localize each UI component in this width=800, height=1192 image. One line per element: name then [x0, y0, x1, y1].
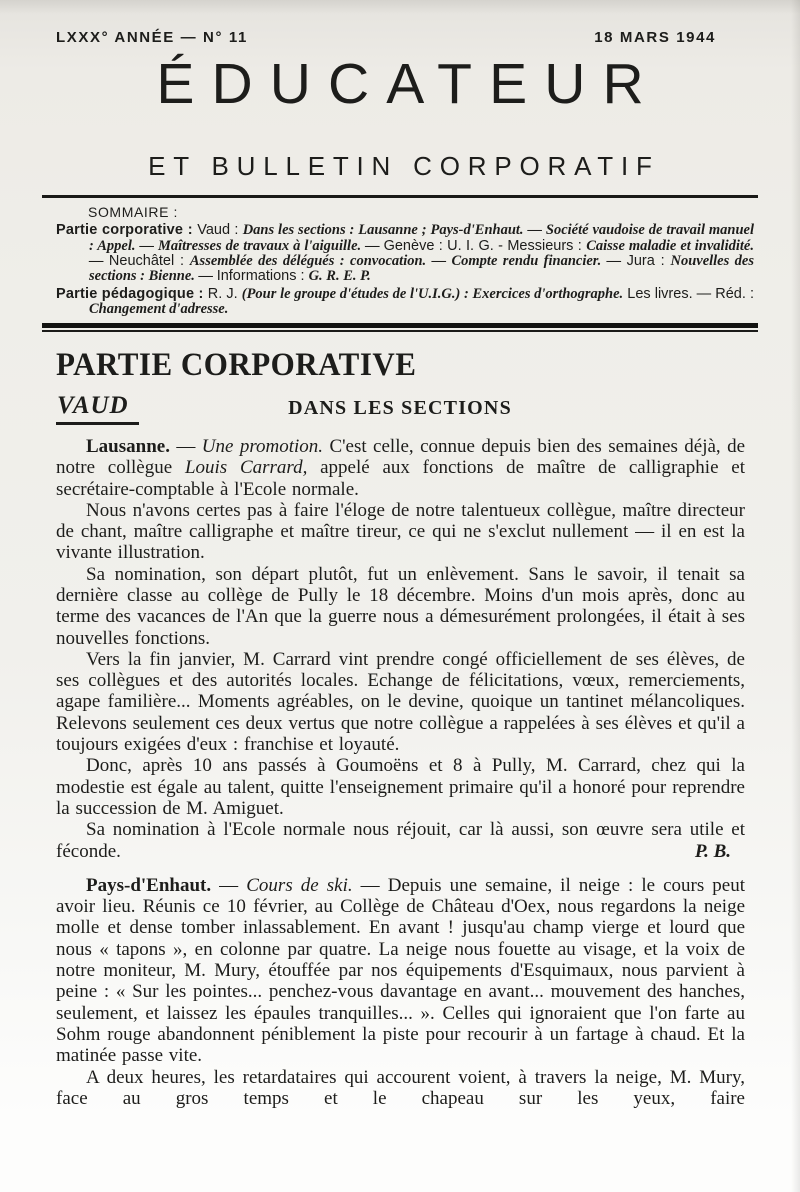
paragraph: Vers la fin janvier, M. Carrard vint prendre congé officiellement de ses élèves, de ses collègues et des autorités locales. Echange de félicitations, vœux, remerciements, agape familière... Moments agréables, on le devine, quoique un tantinet mélancoliques. Relevons seulement ces deux vertus que notre collègue a rappelées à ses élèves et qu'il a toujours exigées d'eux : franchise et loyauté. — [56, 648, 745, 756]
paragraph: A deux heures, les retardataires qui accourent voient, à travers la neige, M. Mury, face au gros temps et le chapeau sur les yeux, faire — [56, 1066, 745, 1109]
signature: P. B. — [694, 840, 731, 862]
paragraph: Pays-d'Enhaut. — Cours de ski. — Depuis une semaine, il neige : le cours peut avoir lieu. Réunis ce 10 février, au Collège de Château d'Oex, nous regardons la neige molle et dense tomber inlassablement. En avant ! jusqu'au champ vierge et lourd que nous « tapons », en colonne par quatre. La neige nous fouette au visage, et la voix de notre moniteur, M. Mury, étouffée par nos équipements d'Esquimaux, nous parvient à peine : « Sur les pointes... penchez-vous davantage en avant... mouvement des hanches, seulement, et laissez les épaules tranquilles... ». Celles qui ignoraient que l'on farte au Sohm rouge abandonnent péniblement la piste pour recourir à un fartage à chaud. Et la matinée passe vite. — [56, 874, 746, 1067]
article-body — [56, 436, 745, 1109]
paragraph: Donc, après 10 ans passés à Goumoëns et 8 à Pully, M. Carrard, chez qui la modestie est égale au talent, quitte l'enseignement primaire qu'il a honoré pour reprendre la succession de M. Amiguet. — [56, 755, 745, 819]
masthead — [0, 0, 800, 182]
article-lausanne — [56, 436, 745, 862]
sommaire-entry-pedagogique: Partie pédagogique : R. J. (Pour le groupe d'études de l'U.I.G.) : Exercices d'orthographe. Les livres. — Réd. : Changement d'adresse. — [56, 286, 754, 318]
sommaire-label: SOMMAIRE : — [88, 204, 179, 221]
partie-corporative-section — [0, 347, 800, 1110]
paragraph: Lausanne. — Une promotion. C'est celle, connue depuis bien des semaines déjà, de notre collègue Louis Carrard, appelé aux fonctions de maître de calligraphie et secrétaire-comptable à l'Ecole normale. — [56, 435, 746, 500]
region-row — [56, 392, 744, 429]
rule-thick — [42, 323, 758, 328]
sommaire-entry-corporative: Partie corporative : Vaud : Dans les sections : Lausanne ; Pays-d'Enhaut. — Société vaudoise de travail manuel : Appel. — Maîtresses de travaux à l'aiguille. — Genève : U. I. G. - Messieurs : Caisse maladie et invalidité. — Neuchâtel : Assemblée des délégués : convocation. — Compte rendu financier. — Jura : Nouvelles des sections : Bienne. — Informations : G. R. E. P. — [56, 222, 755, 284]
subsection-title: DANS LES SECTIONS — [288, 396, 512, 419]
issue-number: LXXX° ANNÉE — N° 11 — [56, 29, 248, 46]
rule-thin — [42, 330, 758, 332]
issue-date: 18 MARS 1944 — [594, 29, 716, 46]
paragraph: Nous n'avons certes pas à faire l'éloge de notre talentueux collègue, maître directeur de chant, maître calligraphe et maître tireur, ce qui ne s'exclut nullement — il en est la vivante illustration. — [56, 499, 745, 564]
paragraph: Sa nomination à l'Ecole normale nous réjouit, car là aussi, son œuvre sera utile et féconde. — [56, 819, 745, 862]
sommaire — [0, 198, 800, 317]
masthead-title: ÉDUCATEUR — [156, 52, 661, 116]
paragraph: Sa nomination, son départ plutôt, fut un enlèvement. Sans le savoir, il tenait sa dernière classe au collège de Pully le 18 décembre. Moins d'un mois après, donc au terme des vacances de l'An que la guerre nous a démesurément prolongées, il était à ses nouvelles fonctions. — [56, 563, 745, 649]
issue-row — [0, 0, 800, 46]
section-title: PARTIE CORPORATIVE — [56, 346, 417, 383]
article-pays-denhaut — [56, 875, 745, 1109]
region-label-vaud: VAUD — [56, 392, 139, 425]
masthead-subtitle: ET BULLETIN CORPORATIF — [148, 151, 660, 182]
signature-line — [56, 841, 745, 862]
double-rule — [42, 323, 758, 332]
